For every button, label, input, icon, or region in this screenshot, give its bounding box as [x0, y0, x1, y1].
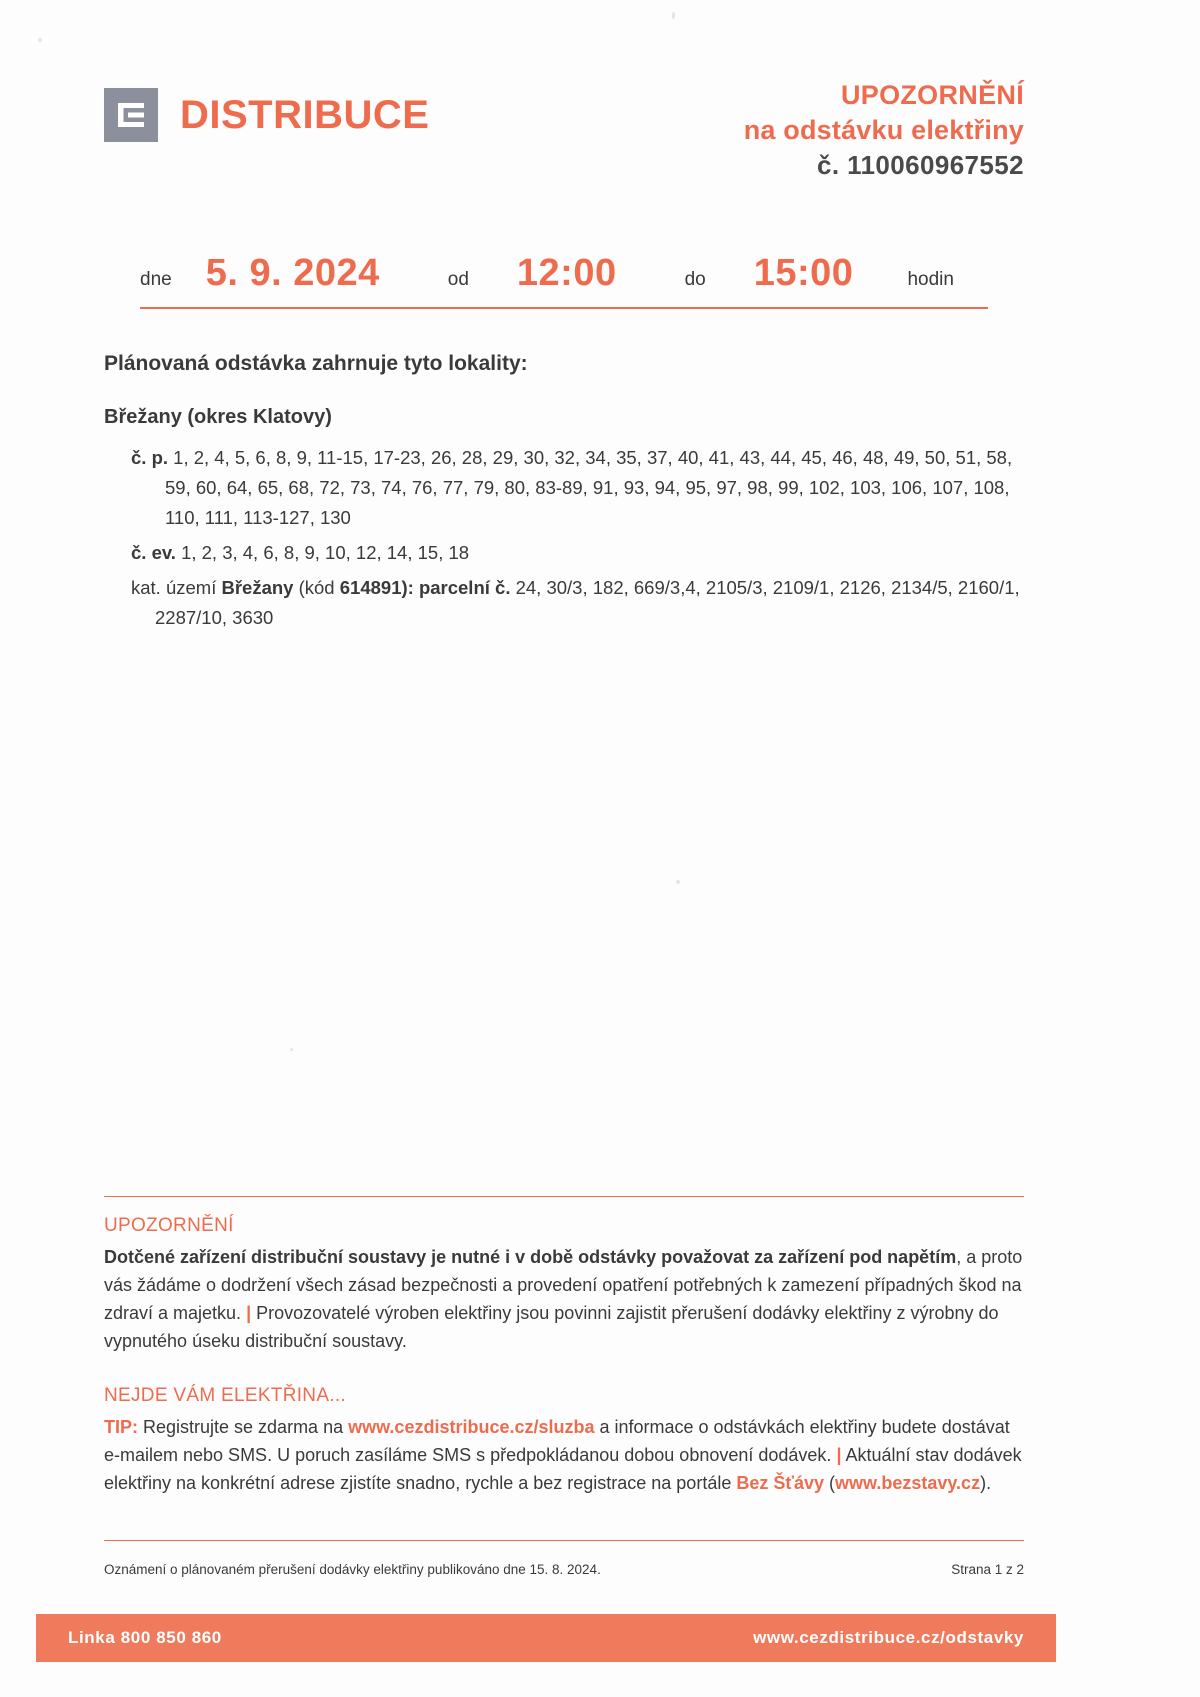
warning-body [104, 1243, 1024, 1355]
cadastre-entry [131, 573, 1024, 633]
notice-subheading: na odstávku elektřiny [743, 114, 1024, 145]
notice-number: č. 110060967552 [817, 150, 1024, 181]
outage-time-to: 15:00 [753, 252, 854, 294]
cadastre-code-suffix: ): parcelní č. [401, 576, 511, 598]
scan-speck [38, 38, 42, 42]
tip-label: TIP: [104, 1417, 138, 1437]
warning-text-after: , a proto vás žádáme o dodržení všech zásad bezpečnosti a provedení opatření potřebných k zamezení případných škod na zdraví a majetku. [104, 1247, 1023, 1324]
locality-section [104, 352, 1024, 638]
portal-name: Bez Šťávy [736, 1473, 825, 1494]
cadastre-code: 614891 [339, 576, 402, 598]
tip-text-2: a informace o odstávkách elektřiny budete dostávat e-mailem nebo SMS. U poruch zasíláme SMS s předpokládanou dobou obnovení dodávek. [104, 1417, 1010, 1466]
footnote-divider [104, 1540, 1024, 1541]
brand-block [104, 78, 429, 142]
tip-section [104, 1367, 1024, 1497]
registration-numbers-values: 1, 2, 3, 4, 6, 8, 9, 10, 12, 14, 15, 18 [181, 541, 470, 563]
scan-speck [676, 880, 680, 884]
outage-datetime-bar [140, 252, 988, 309]
cadastre-parcels: 24, 30/3, 182, 669/3,4, 2105/3, 2109/1, 2126, 2134/5, 2160/1, 2287/10, 3630 [155, 576, 1020, 628]
cez-square-logo-icon [104, 88, 158, 142]
contact-bar [36, 1614, 1056, 1662]
scan-speck [672, 12, 675, 19]
locality-heading: Plánovaná odstávka zahrnuje tyto lokality: [104, 352, 528, 375]
tip-title: NEJDE VÁM ELEKTŘINA... [104, 1385, 347, 1406]
warning-section [104, 1196, 1024, 1355]
footnote [104, 1562, 1024, 1577]
document-header [104, 78, 1024, 182]
to-label: do [684, 269, 706, 290]
house-numbers-entry [131, 443, 1024, 533]
hotline-number: Linka 800 850 860 [68, 1628, 222, 1647]
warning-bold-lead: Dotčené zařízení distribuční soustavy je nutné i v době odstávky považovat za zařízení pod napětím [104, 1247, 957, 1267]
tip-text-3: Aktuální stav dodávek elektřiny na konkrétní adrese zjistíte snadno, rychle a bez registrace na portále [104, 1445, 1022, 1494]
outage-time-from: 12:00 [516, 252, 617, 294]
scan-speck [290, 1048, 293, 1051]
outage-date: 5. 9. 2024 [205, 252, 380, 294]
hours-label: hodin [907, 269, 954, 290]
header-title-block [744, 78, 1024, 182]
warning-divider [104, 1196, 1024, 1197]
tip-body [104, 1413, 1024, 1497]
warning-text-second: Provozovatelé výroben elektřiny jsou povinni zajistit přerušení dodávky elektřiny z výrobny do vypnutého úseku distribuční soustavy. [104, 1303, 999, 1352]
tip-text-1: Registrujte se zdarma na [138, 1417, 349, 1437]
date-label: dne [140, 269, 172, 290]
portal-link[interactable]: www.bezstavy.cz [835, 1473, 981, 1494]
brand-name: DISTRIBUCE [180, 92, 430, 137]
from-label: od [447, 269, 469, 290]
warning-title: UPOZORNĚNÍ [104, 1215, 234, 1236]
tip-separator: | [836, 1445, 842, 1466]
tip-text-4: ( [824, 1473, 836, 1494]
municipality-name: Břežany (okres Klatovy) [104, 406, 332, 428]
notice-heading: UPOZORNĚNÍ [840, 80, 1024, 110]
registration-numbers-label: č. ev. [131, 541, 176, 563]
house-numbers-values: 1, 2, 4, 5, 6, 8, 9, 11-15, 17-23, 26, 28, 29, 30, 32, 34, 35, 37, 40, 41, 43, 44, 45, 46, 48, 49, 50, 51, 58, 59, 60, 64, 65, 68, 72, 73, 74, 76, 77, 79, 80, 83-89, 91, 93, 94, 95, 97, 98, 99, 102, 103, 106, 107, 108, 110, 111, 113-127, 130 [165, 447, 1013, 528]
cadastre-code-prefix: (kód [293, 576, 340, 598]
cadastre-prefix: kat. území [131, 576, 222, 598]
warning-separator: | [246, 1303, 252, 1324]
page-indicator: Strana 1 z 2 [951, 1562, 1024, 1577]
registration-link[interactable]: www.cezdistribuce.cz/sluzba [348, 1417, 595, 1437]
cadastre-name: Břežany [221, 576, 294, 598]
publication-note: Oznámení o plánovaném přerušení dodávky elektřiny publikováno dne 15. 8. 2024. [104, 1562, 601, 1577]
registration-numbers-entry [131, 538, 1024, 568]
outages-website[interactable]: www.cezdistribuce.cz/odstavky [753, 1628, 1024, 1647]
house-numbers-label: č. p. [131, 447, 169, 468]
tip-text-5: ). [980, 1473, 992, 1494]
